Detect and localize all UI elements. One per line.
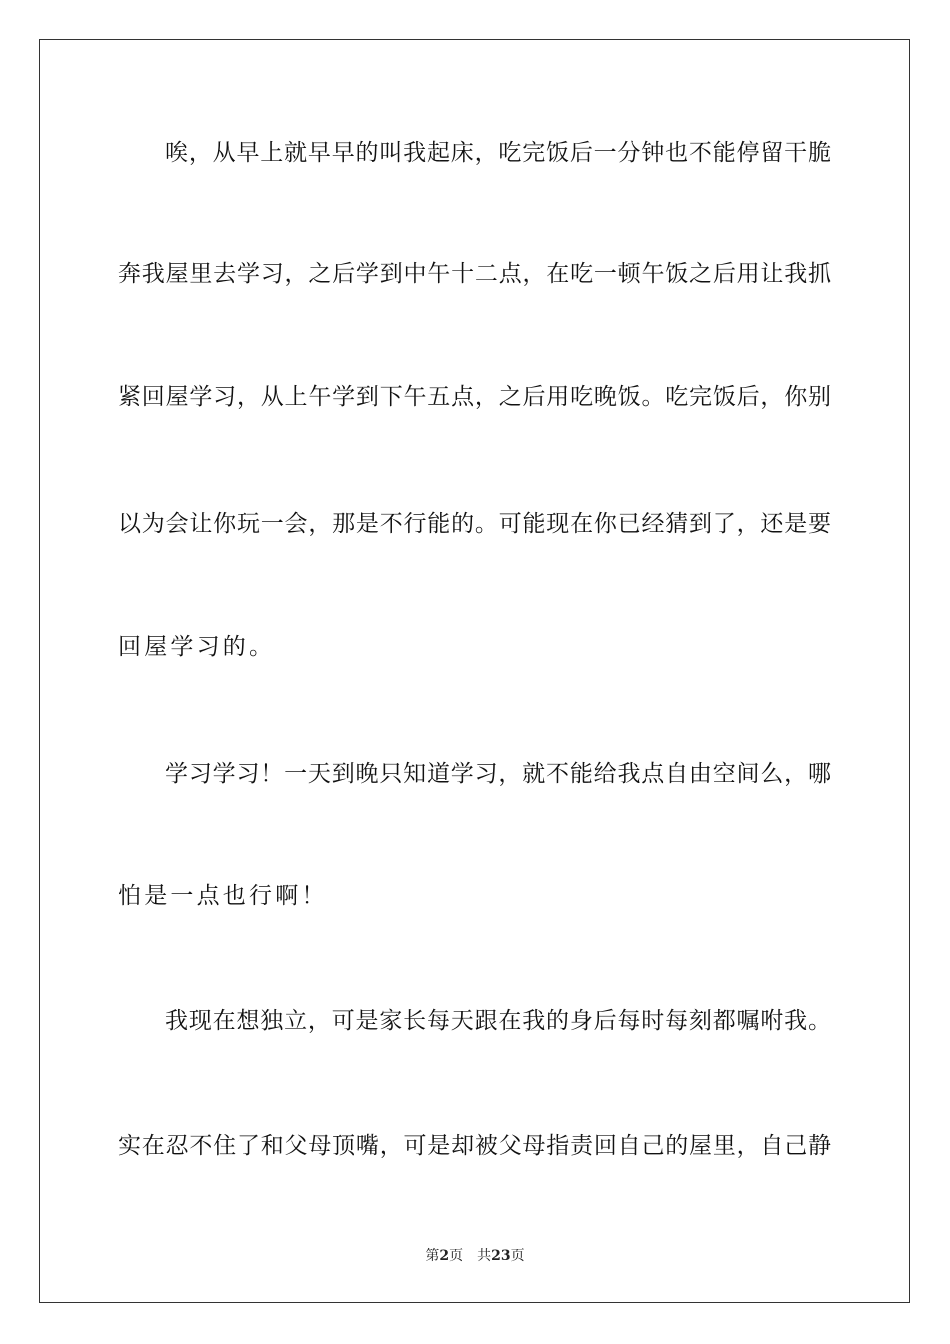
- page-prefix: 第: [425, 1248, 440, 1264]
- page-number: 2: [439, 1248, 450, 1264]
- paragraph-1-line-3: 紧回屋学习，从上午学到下午五点，之后用吃晚饭。吃完饭后，你别: [118, 384, 831, 410]
- total-suffix: 页: [510, 1248, 525, 1264]
- paragraph-2-line-2: 怕是一点也行啊！: [118, 883, 328, 909]
- page-suffix: 页: [449, 1248, 464, 1264]
- paragraph-1-line-5: 回屋学习的。: [118, 634, 276, 660]
- paragraph-2-line-1: 学习学习！一天到晚只知道学习，就不能给我点自由空间么，哪: [165, 761, 831, 787]
- paragraph-3-line-1: 我现在想独立，可是家长每天跟在我的身后每时每刻都嘱咐我。: [165, 1008, 831, 1034]
- total-prefix: 共: [477, 1248, 492, 1264]
- page-border: [39, 39, 910, 1303]
- paragraph-1-line-4: 以为会让你玩一会，那是不行能的。可能现在你已经猜到了，还是要: [118, 511, 831, 537]
- page-footer: [0, 1247, 950, 1265]
- total-pages: 23: [491, 1248, 511, 1264]
- paragraph-1-line-2: 奔我屋里去学习，之后学到中午十二点，在吃一顿午饭之后用让我抓: [118, 261, 831, 287]
- paragraph-1-line-1: 唉，从早上就早早的叫我起床，吃完饭后一分钟也不能停留干脆: [165, 140, 831, 166]
- paragraph-3-line-2: 实在忍不住了和父母顶嘴，可是却被父母指责回自己的屋里，自己静: [118, 1133, 831, 1159]
